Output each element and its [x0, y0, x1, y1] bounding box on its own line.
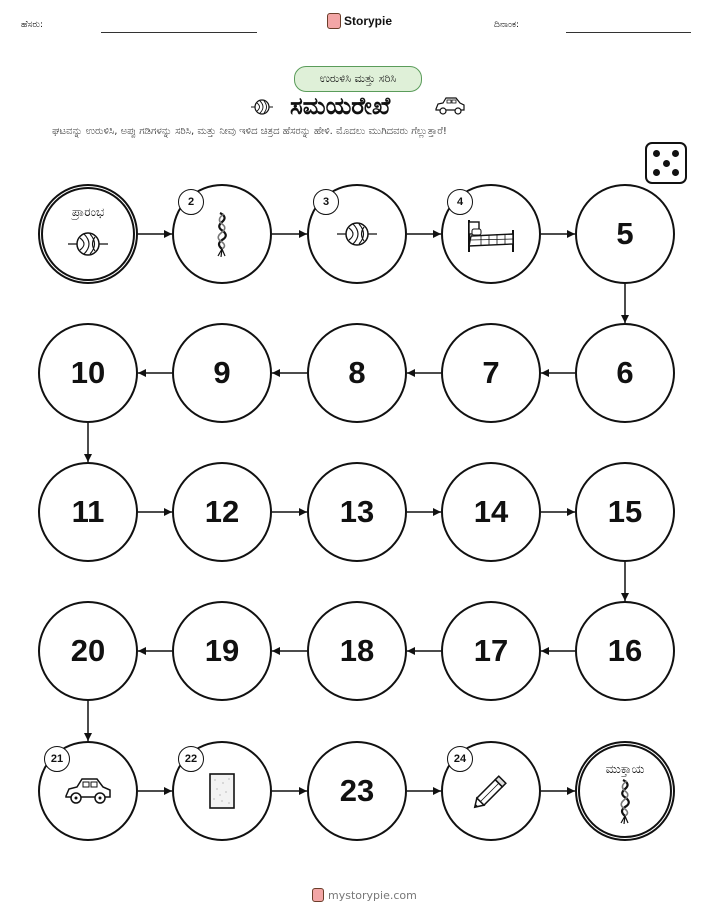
- board-space[interactable]: [441, 184, 541, 284]
- board-space[interactable]: [172, 601, 272, 701]
- board-space[interactable]: [307, 184, 407, 284]
- board-space[interactable]: [172, 323, 272, 423]
- bed-icon: [463, 214, 519, 258]
- arrow-head-icon: [567, 787, 575, 795]
- space-number: 7: [482, 355, 500, 390]
- arrow-head-icon: [433, 230, 441, 238]
- name-label: ಹೆಸರು:: [21, 20, 44, 30]
- board-space[interactable]: [441, 323, 541, 423]
- space-number-badge: 22: [178, 746, 204, 772]
- arrow-head-icon: [164, 787, 172, 795]
- space-number: 14: [473, 494, 509, 529]
- footer-url[interactable]: mystorypie.com: [328, 888, 417, 902]
- board-space[interactable]: [575, 184, 675, 284]
- start-label: ಪ್ರಾರಂಭ: [71, 205, 105, 219]
- arrow-head-icon: [541, 647, 549, 655]
- space-number: 20: [70, 633, 106, 668]
- arrow-head-icon: [299, 508, 307, 516]
- arrow-head-icon: [541, 369, 549, 377]
- board-space[interactable]: [307, 462, 407, 562]
- yarn-ball-icon: [68, 229, 108, 263]
- arrow-head-icon: [164, 508, 172, 516]
- board-space[interactable]: [38, 601, 138, 701]
- board-space[interactable]: [575, 323, 675, 423]
- paper-sheet-icon: [208, 772, 236, 814]
- space-number: 17: [473, 633, 509, 668]
- space-number: 9: [213, 355, 231, 390]
- arrow-head-icon: [433, 508, 441, 516]
- date-label: ದಿನಾಂಕ:: [494, 20, 520, 30]
- space-number-badge: 21: [44, 746, 70, 772]
- finish-label: ಮುಕ್ತಾಯ: [605, 762, 645, 776]
- braid-icon: [613, 778, 637, 828]
- space-number-badge: 4: [447, 189, 473, 215]
- board-space[interactable]: [172, 184, 272, 284]
- page-title: ಸಮಯರೇಖೆ: [290, 92, 391, 120]
- arrow-head-icon: [84, 733, 92, 741]
- arrow-head-icon: [299, 787, 307, 795]
- board-space[interactable]: [172, 741, 272, 841]
- space-number: 12: [204, 494, 240, 529]
- arrow-head-icon: [164, 230, 172, 238]
- space-number: 16: [607, 633, 643, 668]
- car-icon: [63, 775, 113, 811]
- space-number: 6: [616, 355, 634, 390]
- start-space[interactable]: [38, 184, 138, 284]
- space-number: 5: [616, 216, 634, 251]
- arrow-head-icon: [272, 369, 280, 377]
- board-space[interactable]: [441, 601, 541, 701]
- space-number: 13: [339, 494, 375, 529]
- footer: [312, 888, 417, 902]
- arrow-head-icon: [567, 508, 575, 516]
- board-space[interactable]: [441, 741, 541, 841]
- board-space[interactable]: [307, 601, 407, 701]
- yarn-ball-icon: [337, 219, 377, 253]
- finish-space[interactable]: [575, 741, 675, 841]
- space-number-badge: 2: [178, 189, 204, 215]
- board-space[interactable]: [38, 741, 138, 841]
- space-number-badge: 24: [447, 746, 473, 772]
- arrow-head-icon: [84, 454, 92, 462]
- space-number: 18: [339, 633, 375, 668]
- board-space[interactable]: [575, 601, 675, 701]
- bear-logo-icon: [312, 888, 324, 902]
- arrow-head-icon: [272, 647, 280, 655]
- space-number: 23: [339, 773, 375, 808]
- instructions: ಘಟವನ್ನು ಉರುಳಿಸಿ, ಅಪ್ಪು ಗಡಿಗಳನ್ನು ಸರಿಸಿ, ಮತ್ತು ನೀವು ಇಳಿದ ಚಿತ್ರದ ಹೆಸರನ್ನು ಹೇಳಿ. ಮೊದಲು ಮುಗಿದವರು ಗೆಲ್ಲುತ್ತಾರೆ!: [52, 126, 447, 137]
- board-space[interactable]: [38, 462, 138, 562]
- space-number: 8: [348, 355, 366, 390]
- space-number: 15: [607, 494, 643, 529]
- arrow-head-icon: [567, 230, 575, 238]
- arrow-head-icon: [621, 593, 629, 601]
- arrow-head-icon: [299, 230, 307, 238]
- space-number: 11: [71, 494, 105, 529]
- board-space[interactable]: [441, 462, 541, 562]
- arrow-head-icon: [407, 647, 415, 655]
- board-space[interactable]: [575, 462, 675, 562]
- brand-name: Storypie: [344, 14, 393, 28]
- arrow-head-icon: [407, 369, 415, 377]
- board-space[interactable]: [172, 462, 272, 562]
- space-number-badge: 3: [313, 189, 339, 215]
- pencil-icon: [470, 770, 512, 816]
- arrow-head-icon: [138, 647, 146, 655]
- subtitle-pill: ಉರುಳಿಸಿ ಮತ್ತು ಸರಿಸಿ: [294, 66, 422, 92]
- space-number: 10: [70, 355, 106, 390]
- arrow-head-icon: [433, 787, 441, 795]
- arrow-head-icon: [138, 369, 146, 377]
- arrow-head-icon: [621, 315, 629, 323]
- board-space[interactable]: [307, 323, 407, 423]
- braid-icon: [210, 211, 234, 261]
- board-space[interactable]: [307, 741, 407, 841]
- board-space[interactable]: [38, 323, 138, 423]
- space-number: 19: [204, 633, 240, 668]
